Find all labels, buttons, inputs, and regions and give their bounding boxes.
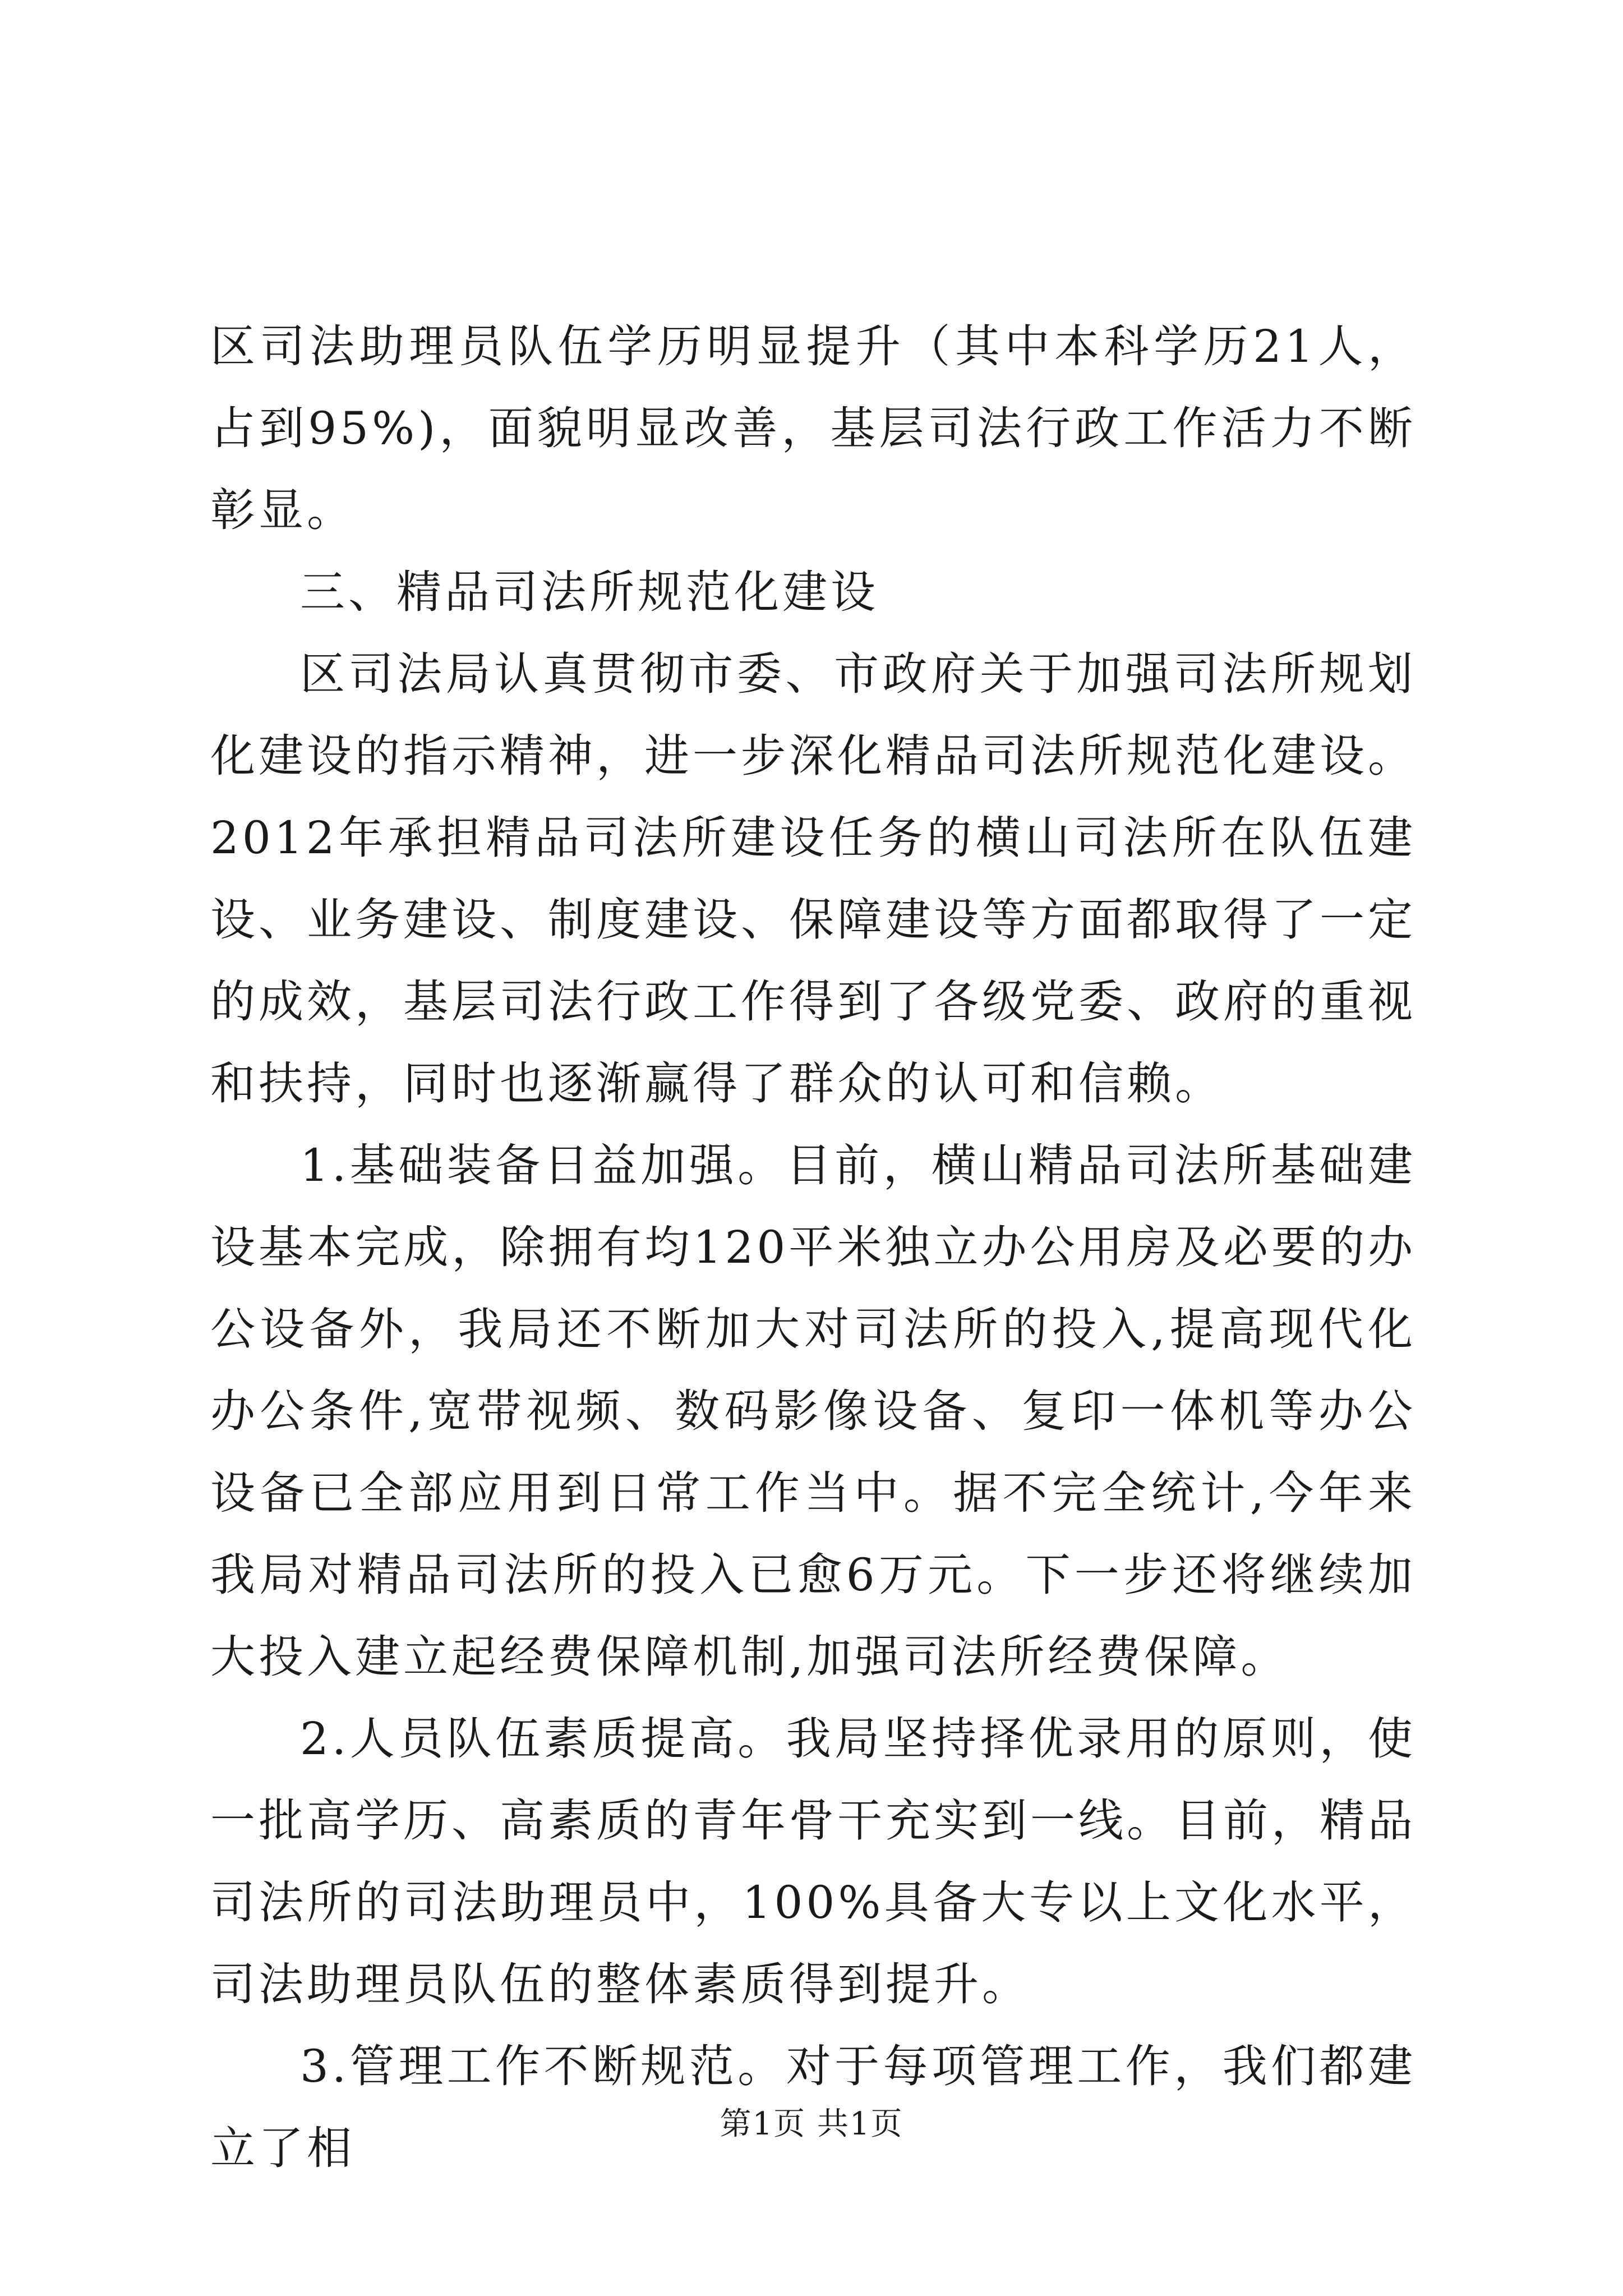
list-item-3: 3.管理工作不断规范。对于每项管理工作，我们都建立了相	[210, 2040, 1416, 2174]
list-item-1: 1.基础装备日益加强。目前，横山精品司法所基础建设基本完成，除拥有均120平米独立办公用房及必要的办公设备外，我局还不断加大对司法所的投入,提高现代化办公条件,宽带视频、数码影像设备、复印一体机等办公设备已全部应用到日常工作当中。据不完全统计,今年来我局对精品司法所的投入已愈6万元。下一步还将继续加大投入建立起经费保障机制,加强司法所经费保障。	[210, 1139, 1416, 1683]
paragraph-continuation: 区司法助理员队伍学历明显提升（其中本科学历21人，占到95%)，面貌明显改善，基层司法行政工作活力不断彰显。	[210, 320, 1416, 536]
document-body	[210, 306, 1416, 2189]
section-heading: 三、精品司法所规范化建设	[300, 566, 879, 618]
paragraph: 区司法局认真贯彻市委、市政府关于加强司法所规划化建设的指示精神，进一步深化精品司法所规范化建设。2012年承担精品司法所建设任务的横山司法所在队伍建设、业务建设、制度建设、保障建设等方面都取得了一定的成效，基层司法行政工作得到了各级党委、政府的重视和扶持，同时也逐渐赢得了群众的认可和信赖。	[210, 648, 1416, 1110]
list-item-2: 2.人员队伍素质提高。我局坚持择优录用的原则，使一批高学历、高素质的青年骨干充实到一线。目前，精品司法所的司法助理员中，100%具备大专以上文化水平，司法助理员队伍的整体素质得到提升。	[210, 1713, 1416, 2010]
page-footer: 第1页 共1页	[720, 2106, 903, 2142]
